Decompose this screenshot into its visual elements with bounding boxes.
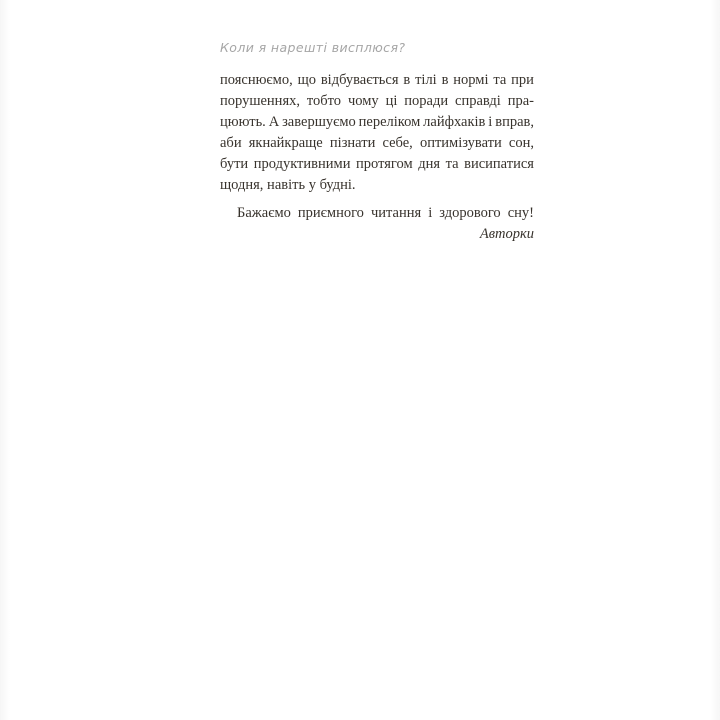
word: ці — [385, 93, 398, 109]
word: здорового — [439, 205, 501, 221]
word: Бажаємо — [237, 205, 291, 221]
text-line: щодня, навіть у будні. — [220, 177, 356, 193]
word: тілі — [415, 72, 437, 88]
word: завершуємо — [282, 114, 356, 130]
word: оптимізувати — [419, 135, 502, 151]
word: цюють. — [220, 114, 266, 130]
word: сон, — [508, 135, 534, 151]
word: та — [493, 72, 507, 88]
word: якнайкраще — [248, 135, 323, 151]
word: та — [445, 156, 459, 172]
word: сну! — [507, 205, 534, 221]
word: і — [488, 114, 493, 130]
closing-wish — [220, 204, 534, 225]
word: чому — [347, 93, 379, 109]
word: відбувається — [320, 72, 399, 88]
word: справді — [455, 93, 501, 109]
text-line — [220, 154, 534, 175]
word: протягом — [356, 156, 413, 172]
word: висипатися — [464, 156, 534, 172]
word: нормі — [453, 72, 489, 88]
word: і — [428, 205, 433, 221]
body-paragraph — [220, 70, 534, 196]
word: бути — [220, 156, 249, 172]
word: пояснюємо, — [220, 72, 293, 88]
word: себе, — [382, 135, 413, 151]
word: переліком — [358, 114, 421, 130]
word: приємного — [297, 205, 364, 221]
text-line — [220, 112, 534, 133]
word: в — [441, 72, 449, 88]
running-header: Коли я нарешті висплюся? — [220, 40, 406, 55]
word: що — [297, 72, 316, 88]
word: пра- — [507, 93, 534, 109]
word: дня — [418, 156, 441, 172]
word: читання — [370, 205, 422, 221]
word: лайфхаків — [423, 114, 486, 130]
word: порушеннях, — [220, 93, 300, 109]
word: при — [511, 72, 534, 88]
text-line — [220, 70, 534, 91]
word: тобто — [306, 93, 342, 109]
word: А — [268, 114, 280, 130]
word: продуктивними — [253, 156, 351, 172]
word: в — [403, 72, 411, 88]
text-line — [220, 133, 534, 154]
word: пізнати — [329, 135, 376, 151]
text-line — [220, 91, 534, 112]
author-signature: Авторки — [479, 226, 534, 242]
word: поради — [404, 93, 449, 109]
closing-block — [220, 204, 534, 244]
word: аби — [220, 135, 242, 151]
word: вправ, — [495, 114, 534, 130]
